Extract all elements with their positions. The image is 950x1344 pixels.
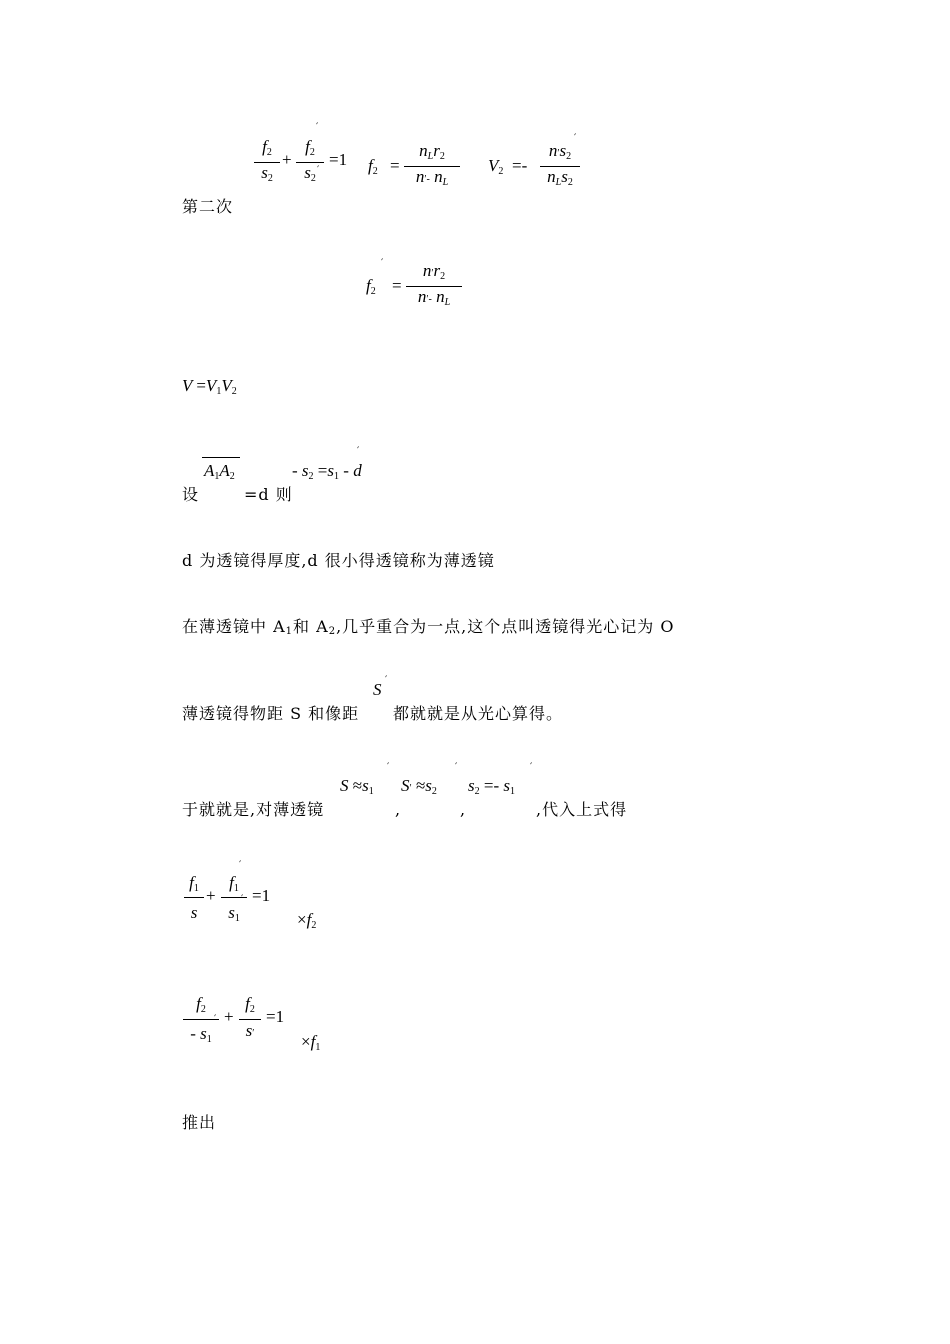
label-assume: 设 bbox=[182, 485, 200, 504]
fraction-f2-over-sprime: $f_2$ s′ bbox=[239, 994, 261, 1044]
comma-separator: , bbox=[395, 800, 402, 819]
optical-center-note: 在薄透镜中 A1和 A2,几乎重合为一点,这个点叫透镜得光心记为 O bbox=[182, 617, 675, 637]
prime-mark: ′ bbox=[385, 675, 388, 686]
magnification-v2: $V_2$ bbox=[488, 156, 504, 177]
equation-s2-minus-s1prime: $s_2 =- s_1$ bbox=[468, 776, 515, 797]
multiply-f1: $\times f_1$ bbox=[301, 1032, 321, 1053]
prime-mark: ′ bbox=[316, 122, 319, 133]
equals-minus: =- bbox=[512, 156, 528, 175]
overline-bar bbox=[202, 457, 240, 458]
approx-s-s1prime: $S \approx s_1$ bbox=[340, 776, 374, 797]
focal-length-f2prime: $f_2$ bbox=[366, 276, 376, 297]
plus-sign: + bbox=[224, 1007, 234, 1026]
fraction-f2-over-s2: $f_2$ $s_2$ bbox=[254, 137, 280, 189]
thin-lens-prefix: 于就就是,对薄透镜 bbox=[182, 800, 325, 819]
equation-s2-s1prime-d: - $s_2 =s_1 - d$ bbox=[292, 461, 362, 482]
equation-total-magnification: $V =V_1V_2$ bbox=[182, 376, 237, 397]
prime-mark: ′ bbox=[241, 894, 244, 905]
equals-one: =1 bbox=[329, 150, 348, 169]
distance-note-a: 薄透镜得物距 S 和像距 bbox=[182, 704, 360, 723]
fraction-nLr2-over-nprime-minus-nL: nLr$_2$ n′- nL bbox=[404, 141, 460, 193]
equals-one: =1 bbox=[266, 1007, 285, 1026]
symbol-s-prime: S bbox=[373, 680, 382, 699]
label-equals-d-then: =d 则 bbox=[244, 485, 293, 504]
plus-sign: + bbox=[206, 886, 216, 905]
prime-mark: ′ bbox=[357, 446, 360, 457]
prime-mark: ′ bbox=[317, 165, 320, 176]
thin-lens-suffix: ,代入上式得 bbox=[536, 800, 628, 819]
fraction-f1-over-s: $f_1$ s bbox=[184, 873, 204, 923]
prime-mark: ′ bbox=[381, 258, 384, 269]
fraction-nprime-s2prime-over-nL-s2: $n's_2$ nLs$_2$ bbox=[540, 141, 580, 193]
fraction-f1prime-over-s1prime: $f_1$ $s_1$ bbox=[221, 873, 247, 929]
approx-sprime-s2prime: $S' \approx s_2$ bbox=[401, 776, 437, 797]
focal-length-f2: $f_2$ bbox=[368, 156, 378, 177]
prime-mark: ′ bbox=[455, 762, 458, 773]
fraction-f2prime-over-s2prime: $f_2$ $s_2$ bbox=[296, 137, 324, 189]
distance-note-b: 都就就是从光心算得。 bbox=[393, 704, 564, 723]
fraction-nprime-r2-over-nprime-minus-nL: $n'r_2$ n′- nL bbox=[406, 261, 462, 313]
fraction-f2-over-minus-s1prime: $f_2$ - $s_1$ bbox=[183, 994, 219, 1050]
prime-mark: ′ bbox=[239, 860, 242, 871]
equals-one: =1 bbox=[252, 886, 271, 905]
prime-mark: ′ bbox=[530, 762, 533, 773]
comma-separator: , bbox=[460, 800, 467, 819]
thickness-note: d 为透镜得厚度,d 很小得透镜称为薄透镜 bbox=[182, 551, 495, 570]
label-deduce: 推出 bbox=[182, 1113, 217, 1132]
multiply-f2: $\times f_2$ bbox=[297, 910, 317, 931]
plus-sign: + bbox=[282, 150, 292, 169]
equals-sign: = bbox=[392, 276, 402, 295]
segment-a1a2: $A_1A_2$ bbox=[204, 461, 235, 482]
prime-mark: ′ bbox=[214, 1014, 217, 1025]
label-second-time: 第二次 bbox=[182, 197, 234, 216]
prime-mark: ′ bbox=[574, 133, 577, 144]
prime-mark: ′ bbox=[387, 762, 390, 773]
equals-sign: = bbox=[390, 156, 400, 175]
